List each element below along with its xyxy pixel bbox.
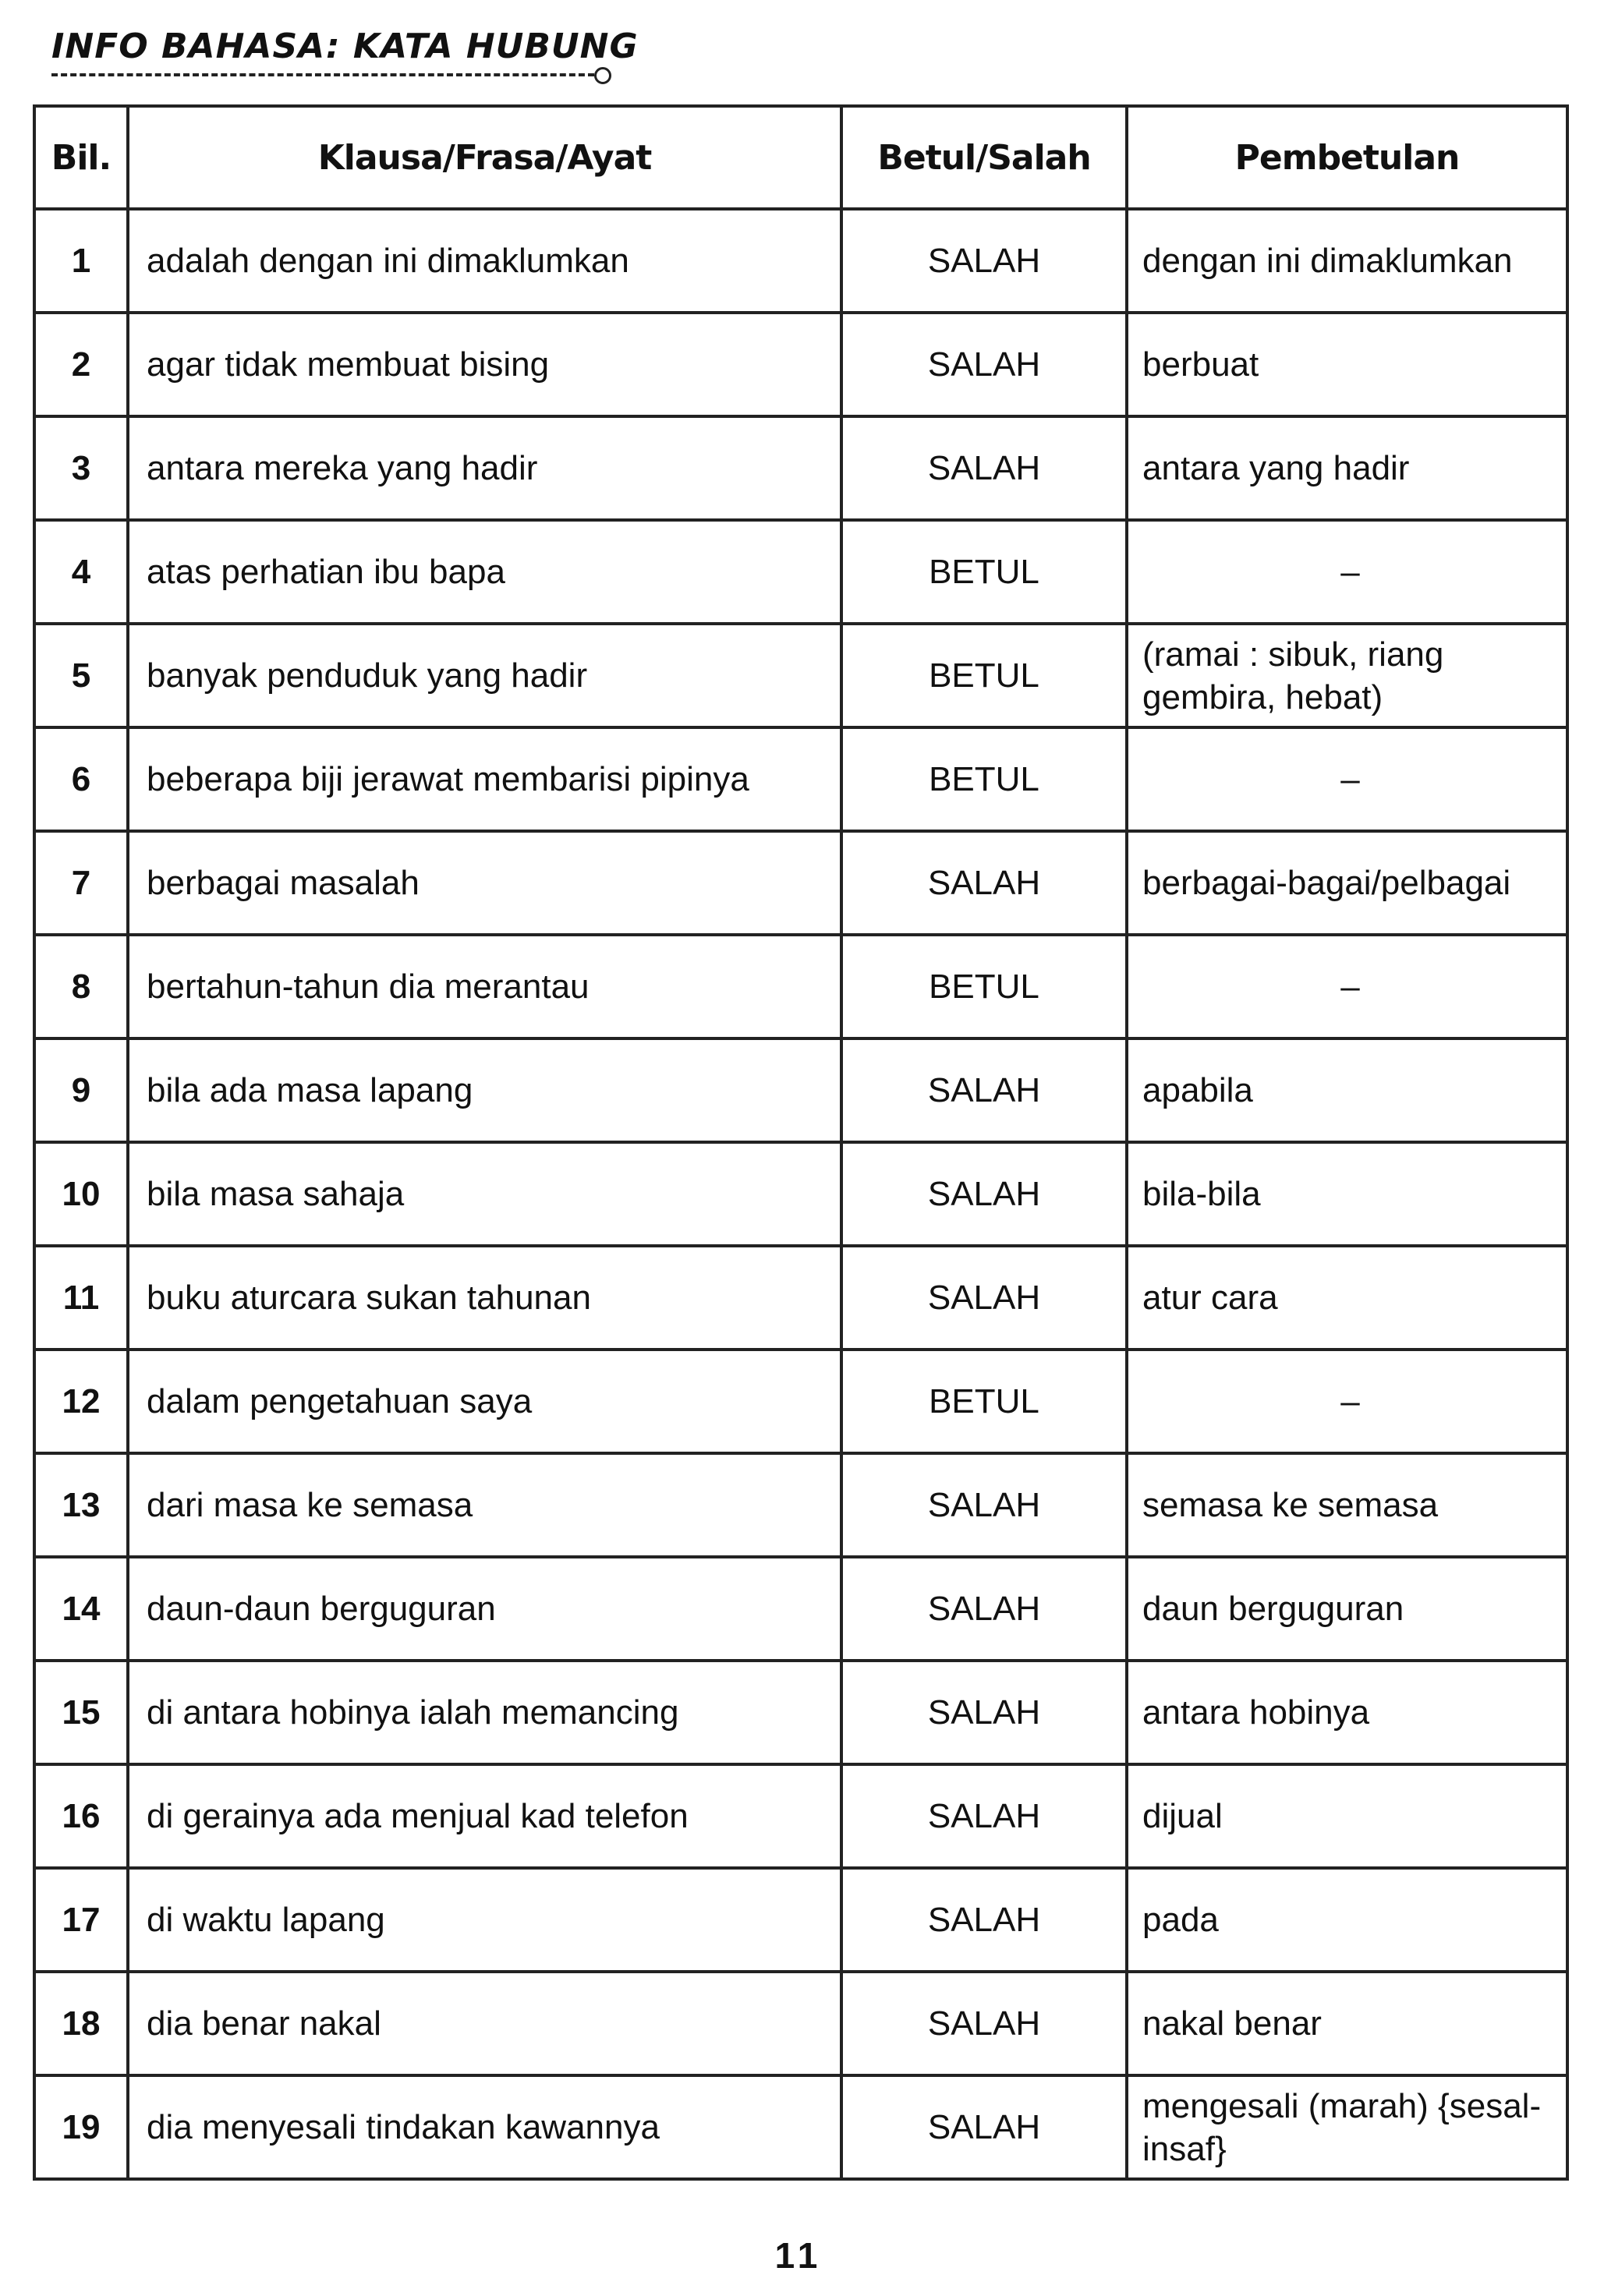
row-correction: dijual bbox=[1127, 1764, 1567, 1868]
row-phrase: bila ada masa lapang bbox=[128, 1038, 841, 1142]
table-row bbox=[34, 831, 1567, 935]
table-row bbox=[34, 1350, 1567, 1453]
row-status: BETUL bbox=[841, 727, 1127, 831]
row-number: 8 bbox=[34, 935, 128, 1038]
row-status: SALAH bbox=[841, 1661, 1127, 1764]
header-correction: Pembetulan bbox=[1127, 106, 1567, 209]
row-number: 16 bbox=[34, 1764, 128, 1868]
row-status: SALAH bbox=[841, 1142, 1127, 1246]
row-phrase: beberapa biji jerawat membarisi pipinya bbox=[128, 727, 841, 831]
row-correction: antara hobinya bbox=[1127, 1661, 1567, 1764]
table-row bbox=[34, 2075, 1567, 2179]
table-row bbox=[34, 1557, 1567, 1661]
row-correction: – bbox=[1127, 727, 1567, 831]
row-correction: – bbox=[1127, 520, 1567, 624]
table-row bbox=[34, 1972, 1567, 2075]
row-correction: mengesali (marah) {sesal-insaf} bbox=[1127, 2075, 1567, 2179]
row-status: BETUL bbox=[841, 624, 1127, 727]
row-phrase: di gerainya ada menjual kad telefon bbox=[128, 1764, 841, 1868]
table-row bbox=[34, 1764, 1567, 1868]
header-status: Betul/Salah bbox=[841, 106, 1127, 209]
row-phrase: banyak penduduk yang hadir bbox=[128, 624, 841, 727]
row-correction: antara yang hadir bbox=[1127, 416, 1567, 520]
table-row bbox=[34, 1246, 1567, 1350]
header-number: Bil. bbox=[34, 106, 128, 209]
row-phrase: adalah dengan ini dimaklumkan bbox=[128, 209, 841, 313]
table-row bbox=[34, 1868, 1567, 1972]
row-number: 1 bbox=[34, 209, 128, 313]
row-correction: berbagai-bagai/pelbagai bbox=[1127, 831, 1567, 935]
table-row bbox=[34, 209, 1567, 313]
table-row bbox=[34, 727, 1567, 831]
row-status: SALAH bbox=[841, 2075, 1127, 2179]
row-phrase: dia benar nakal bbox=[128, 1972, 841, 2075]
row-status: SALAH bbox=[841, 1038, 1127, 1142]
row-number: 18 bbox=[34, 1972, 128, 2075]
row-phrase: di waktu lapang bbox=[128, 1868, 841, 1972]
row-number: 11 bbox=[34, 1246, 128, 1350]
table-row bbox=[34, 416, 1567, 520]
row-number: 14 bbox=[34, 1557, 128, 1661]
table-row bbox=[34, 1142, 1567, 1246]
row-number: 13 bbox=[34, 1453, 128, 1557]
table-row bbox=[34, 935, 1567, 1038]
row-number: 5 bbox=[34, 624, 128, 727]
table-row bbox=[34, 520, 1567, 624]
row-correction: – bbox=[1127, 935, 1567, 1038]
row-correction: bila-bila bbox=[1127, 1142, 1567, 1246]
row-correction: daun berguguran bbox=[1127, 1557, 1567, 1661]
row-number: 6 bbox=[34, 727, 128, 831]
page-heading: INFO BAHASA: KATA HUBUNG bbox=[51, 27, 639, 66]
row-number: 10 bbox=[34, 1142, 128, 1246]
row-correction: dengan ini dimaklumkan bbox=[1127, 209, 1567, 313]
row-number: 2 bbox=[34, 313, 128, 416]
row-phrase: dari masa ke semasa bbox=[128, 1453, 841, 1557]
row-correction: (ramai : sibuk, riang gembira, hebat) bbox=[1127, 624, 1567, 727]
row-phrase: daun-daun berguguran bbox=[128, 1557, 841, 1661]
row-phrase: buku aturcara sukan tahunan bbox=[128, 1246, 841, 1350]
row-correction: – bbox=[1127, 1350, 1567, 1453]
row-status: BETUL bbox=[841, 520, 1127, 624]
row-status: SALAH bbox=[841, 1557, 1127, 1661]
row-number: 15 bbox=[34, 1661, 128, 1764]
heading-dashed-underline bbox=[51, 73, 594, 76]
heading-underline-end-circle bbox=[594, 67, 611, 84]
row-correction: pada bbox=[1127, 1868, 1567, 1972]
row-phrase: dalam pengetahuan saya bbox=[128, 1350, 841, 1453]
row-number: 3 bbox=[34, 416, 128, 520]
row-number: 9 bbox=[34, 1038, 128, 1142]
row-correction: nakal benar bbox=[1127, 1972, 1567, 2075]
row-status: SALAH bbox=[841, 416, 1127, 520]
header-phrase: Klausa/Frasa/Ayat bbox=[128, 106, 841, 209]
row-status: SALAH bbox=[841, 1764, 1127, 1868]
row-status: SALAH bbox=[841, 313, 1127, 416]
row-phrase: berbagai masalah bbox=[128, 831, 841, 935]
row-number: 19 bbox=[34, 2075, 128, 2179]
row-correction: apabila bbox=[1127, 1038, 1567, 1142]
row-correction: berbuat bbox=[1127, 313, 1567, 416]
row-phrase: atas perhatian ibu bapa bbox=[128, 520, 841, 624]
correction-table bbox=[33, 104, 1569, 2181]
row-status: SALAH bbox=[841, 1453, 1127, 1557]
row-correction: semasa ke semasa bbox=[1127, 1453, 1567, 1557]
row-number: 12 bbox=[34, 1350, 128, 1453]
table-row bbox=[34, 1661, 1567, 1764]
row-status: SALAH bbox=[841, 1972, 1127, 2075]
table-row bbox=[34, 1453, 1567, 1557]
row-status: SALAH bbox=[841, 831, 1127, 935]
row-correction: atur cara bbox=[1127, 1246, 1567, 1350]
row-number: 7 bbox=[34, 831, 128, 935]
row-status: BETUL bbox=[841, 935, 1127, 1038]
row-number: 4 bbox=[34, 520, 128, 624]
row-phrase: dia menyesali tindakan kawannya bbox=[128, 2075, 841, 2179]
row-phrase: antara mereka yang hadir bbox=[128, 416, 841, 520]
table-row bbox=[34, 624, 1567, 727]
row-number: 17 bbox=[34, 1868, 128, 1972]
row-status: SALAH bbox=[841, 209, 1127, 313]
page-number: 11 bbox=[774, 2235, 823, 2276]
row-phrase: bila masa sahaja bbox=[128, 1142, 841, 1246]
table-row bbox=[34, 1038, 1567, 1142]
table-body bbox=[34, 209, 1567, 2179]
row-status: SALAH bbox=[841, 1868, 1127, 1972]
row-status: SALAH bbox=[841, 1246, 1127, 1350]
header-row bbox=[34, 106, 1567, 209]
row-status: BETUL bbox=[841, 1350, 1127, 1453]
row-phrase: bertahun-tahun dia merantau bbox=[128, 935, 841, 1038]
row-phrase: di antara hobinya ialah memancing bbox=[128, 1661, 841, 1764]
row-phrase: agar tidak membuat bising bbox=[128, 313, 841, 416]
table-header bbox=[34, 106, 1567, 209]
table-row bbox=[34, 313, 1567, 416]
